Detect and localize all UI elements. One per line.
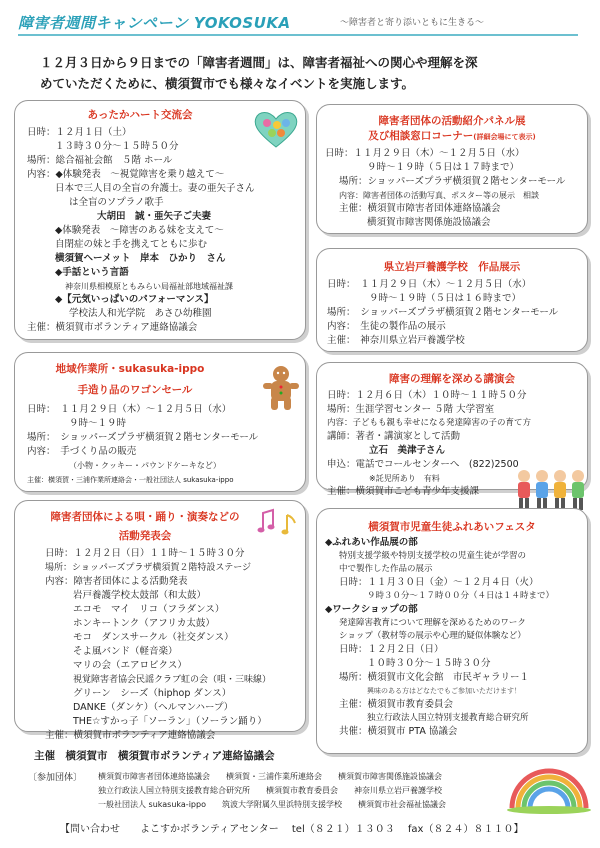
card-line: 主催：横須賀市教育委員会: [339, 699, 454, 710]
card-line: ◆【元気いっぱいのパフォーマンス】: [55, 294, 214, 305]
card-line: 日時：１２月２日（日）: [339, 644, 444, 655]
event-card-student-festa: [316, 508, 588, 754]
card-line: 主催：横須賀市ボランティア連絡協議会: [45, 730, 216, 741]
card-line: ※託児所あり 有料: [369, 474, 440, 483]
title-underline: [18, 34, 578, 36]
card-line: ホンキートンク（アフリカ太鼓）: [73, 618, 215, 629]
card-line: 自閉症の妹と手を携えてともに歩む: [55, 239, 208, 250]
card-title: 横須賀市児童生徒ふれあいフェスタ: [368, 521, 536, 533]
card-line: １０時３０分～１５時３０分: [367, 658, 491, 669]
card-line: ９時３０分～１７時００分（４日は１４時まで）: [367, 591, 555, 601]
card-title-2: [317, 128, 587, 143]
event-card-wagon-sale: [14, 352, 306, 492]
card-line: 横須賀ヘーメット 岸本 ひかり さん: [55, 253, 226, 264]
card-line: ◆体験発表 ～障害のある妹を支えて～: [55, 225, 224, 236]
card-line: 岩戸養護学校太鼓部（和太鼓）: [73, 590, 207, 601]
children-illustration: [512, 468, 588, 512]
event-card-school-exhibition: [316, 248, 588, 352]
card-line: 場所：ショッパーズプラザ横須賀２階センターモール: [339, 176, 566, 187]
card-line: 主催： 神奈川県立岩戸養護学校: [327, 335, 465, 346]
card-line: 日時： １１月２９日（木）～１２月５日（水）: [27, 404, 232, 415]
card-line: 日本で三人目の全盲の弁護士。妻の亜矢子さん: [55, 183, 255, 194]
card-line: 場所：横須賀市文化会館 市民ギャラリー１: [339, 672, 530, 683]
gingerbread-icon: [263, 365, 299, 411]
card-line: 内容：子どもも親も幸せになる発達障害の子の育て方: [327, 418, 532, 428]
card-line: 独立行政法人国立特別支援教育総合研究所: [367, 713, 529, 723]
card-line: ◆ワークショップの部: [325, 604, 418, 615]
intro-text: [40, 52, 570, 94]
card-line: は全盲のソプラノ歌手: [69, 197, 164, 208]
rainbow-illustration: [506, 756, 592, 812]
event-card-panel-exhibition: [316, 104, 588, 234]
heart-icon: [253, 109, 299, 149]
card-line: ９時～１９時（５日は１７時まで）: [367, 162, 520, 173]
card-title-2: 活動発表会: [118, 530, 172, 542]
card-line: 日時：１１月３０日（金）～１２月４日（火）: [339, 577, 539, 588]
card-line: ９時～１９時: [69, 418, 127, 429]
organizers: 主催 横須賀市 横須賀市ボランティア連絡協議会: [34, 750, 275, 762]
page-title: 障害者週間キャンペーン YOKOSUKA: [18, 14, 291, 32]
contact-info: 【問い合わせ よこすかボランティアセンター tel（８２１）１３０３ fax（８２４）８１１０】: [60, 824, 524, 835]
card-line: 発達障害教育について理解を深めるためのワーク: [339, 618, 526, 628]
participants-line: 一般社団法人 sukasuka-ippo 筑波大学附属久里浜特別支援学校 横須賀市社会福祉協議会: [98, 800, 446, 809]
card-line: ◆手話という言語: [55, 267, 129, 278]
card-line: 神奈川県相模原ともみらい局福祉部地域福祉課: [65, 282, 233, 291]
card-line: 講師：著者・講演家として活動: [327, 431, 461, 442]
card-line: 主催：横須賀市こども青少年支援課: [327, 486, 480, 497]
card-line: 共催：横須賀市 PTA 協議会: [339, 726, 458, 737]
music-notes-icon: [255, 507, 299, 537]
card-line: 主催：横須賀市障害者団体連絡協議会: [339, 203, 501, 214]
card-line: ショップ（教材等の展示や心理的疑似体験など）: [339, 631, 526, 641]
page-subtitle: ～障害者と寄り添いともに生きる～: [340, 18, 485, 28]
event-card-performance: [14, 500, 306, 741]
card-line: 日時：１２月１日（土）: [27, 127, 132, 138]
card-line: 内容：障害者団体の活動写真、ポスター等の展示 相談: [339, 191, 539, 200]
card-line: 内容： 生徒の製作品の展示: [327, 321, 446, 332]
card-line: 興味のある方はどなたでもご参加いただけます！: [367, 687, 521, 695]
card-line: 主催：横須賀・三浦作業所連絡会・一般社団法人 sukasuka-ippo: [27, 476, 234, 484]
card-line: モコ ダンスサークル（社交ダンス）: [73, 632, 234, 643]
card-line: 場所： ショッパーズプラザ横須賀２階センターモール: [327, 307, 559, 318]
card-line: 日時：１２月２日（日）１１時～１５時３０分: [45, 548, 245, 559]
card-line: 場所：総合福祉会館 ５階 ホール: [27, 155, 173, 166]
card-line: 中で製作した作品の展示: [339, 564, 433, 574]
card-line: （小物・クッキー・パウンドケーキなど）: [69, 461, 221, 470]
participants-line: 横須賀市障害者団体連絡協議会 横須賀・三浦作業所連絡会 横須賀市障害関係施設協議会: [98, 772, 442, 781]
card-line: 内容：障害者団体による活動発表: [45, 576, 188, 587]
card-line: 大胡田 誠・亜矢子ご夫妻: [97, 211, 212, 222]
card-line: 特別支援学級や特別支援学校の児童生徒が学習の: [339, 551, 527, 561]
card-line: DANKE（ダンケ）（ヘルマンハープ）: [73, 702, 234, 713]
card-line: 視覚障害者協会民謡クラブ虹の会（唄・三味線）: [73, 675, 272, 685]
card-line: 内容： 手づくり品の販売: [27, 446, 137, 457]
card-line: そよ風バンド（軽音楽）: [73, 646, 178, 657]
card-title: 地域作業所・sukasuka-ippo: [55, 363, 205, 375]
card-line: 日時：１１月２９日（木）～１２月５日（水）: [325, 148, 525, 159]
card-line: ９時～１９時（５日は１６時まで）: [369, 293, 522, 304]
card-title: あったかハート交流会: [87, 109, 193, 121]
card-line: マリの会（エアロビクス）: [73, 660, 187, 671]
card-title: 障害者団体による唄・踊り・演奏などの: [50, 511, 240, 523]
card-line: 場所： ショッパーズプラザ横須賀２階センターモール: [27, 432, 259, 443]
participants-label: 〔参加団体〕: [28, 773, 83, 783]
event-card-heart-exchange: [14, 100, 306, 340]
card-line: 内容：◆体験発表 ～視覚障害を乗り越えて～: [27, 169, 225, 180]
card-line: 立石 美津子さん: [369, 445, 446, 456]
intro-line-1: １２月３日から９日までの「障害者週間」は、障害者福祉への関心や理解を深: [40, 55, 478, 70]
card-title: 障害者団体の活動紹介パネル展: [378, 115, 526, 127]
card-line: 日時： １１月２９日（木）～１２月５日（水）: [327, 279, 532, 290]
card-line: １３時３０分～１５時５０分: [55, 141, 179, 152]
card-line: 申込：電話でコールセンターへ (822)2500: [327, 459, 519, 470]
card-line: グリーン シーズ（hiphop ダンス）: [73, 688, 232, 699]
card-line: 場所：生涯学習センター ５階 大学習室: [327, 404, 495, 415]
card-line: 横須賀市障害関係施設協議会: [367, 217, 491, 228]
card-line: エコモ マイ リコ（フラダンス）: [73, 604, 225, 615]
card-title: 障害の理解を深める講演会: [389, 373, 515, 385]
card-line: 学校法人和光学院 あさひ幼稚園: [69, 308, 212, 319]
intro-line-2: めていただくために、横須賀市でも様々なイベントを実施します。: [40, 76, 415, 91]
card-line: THE☆すかっ子「ソーラン」（ソーラン踊り）: [73, 716, 267, 727]
card-line: 主催：横須賀市ボランティア連絡協議会: [27, 322, 198, 333]
card-title-2-text: 及び相談窓口コーナー: [368, 130, 474, 142]
participants-line: 独立行政法人国立特別支援教育総合研究所 横須賀市教育委員会 神奈川県立岩戸養護学校: [98, 786, 442, 795]
card-line: 日時：１２月６日（木）１０時～１１時５０分: [327, 390, 527, 401]
card-line: 場所：ショッパーズプラザ横須賀２階特設ステージ: [45, 563, 252, 573]
card-line: ◆ふれあい作品展の部: [325, 537, 418, 548]
card-title: 県立岩戸養護学校 作品展示: [383, 261, 521, 273]
card-title-2-note: (詳細会場にて表示): [473, 133, 536, 141]
card-title-2: 手造り品のワゴンセール: [77, 384, 193, 396]
